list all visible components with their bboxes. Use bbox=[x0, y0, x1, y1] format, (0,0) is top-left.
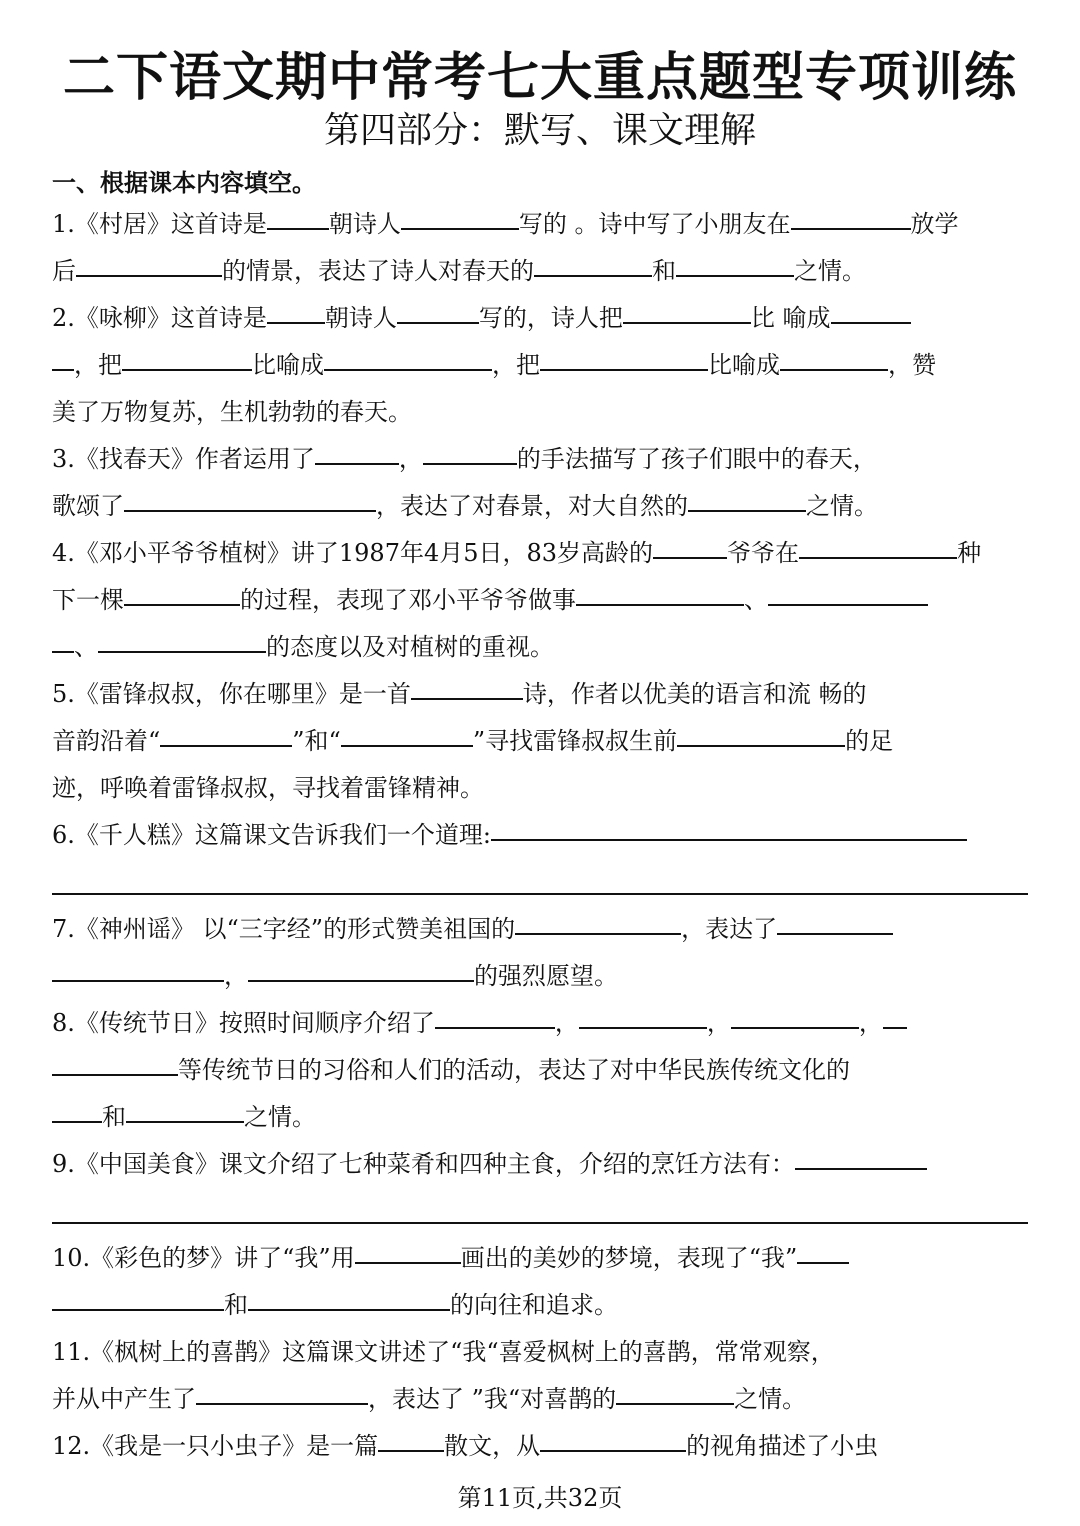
question-line bbox=[52, 1423, 1028, 1470]
answer-blank[interactable] bbox=[791, 227, 911, 230]
question-text: ，表达了对春景，对大自然的 bbox=[376, 492, 688, 520]
question-line bbox=[52, 248, 1028, 295]
question-line bbox=[52, 1282, 1028, 1329]
question-line bbox=[52, 671, 1028, 718]
answer-blank[interactable] bbox=[122, 368, 252, 371]
answer-blank[interactable] bbox=[795, 1167, 927, 1170]
page-number: 第11页,共32页 bbox=[457, 1484, 623, 1512]
answer-blank[interactable] bbox=[540, 1449, 686, 1452]
question-text: 之情。 bbox=[244, 1103, 316, 1131]
answer-line[interactable] bbox=[52, 1188, 1028, 1235]
question-text: 写的 。诗中写了小朋友在 bbox=[518, 210, 791, 238]
answer-blank[interactable] bbox=[797, 1261, 849, 1264]
question-text: 并从中产生了 bbox=[52, 1385, 196, 1413]
question-text: 1.《村居》这首诗是 bbox=[52, 210, 267, 238]
answer-blank[interactable] bbox=[52, 1308, 224, 1311]
question-text: 之情。 bbox=[806, 492, 878, 520]
question-line bbox=[52, 201, 1028, 248]
question-line bbox=[52, 389, 1028, 436]
answer-blank[interactable] bbox=[52, 893, 1028, 895]
question-text: 的强烈愿望。 bbox=[474, 962, 618, 990]
question-text: 比 喻成 bbox=[750, 304, 831, 332]
question-text: ， bbox=[224, 962, 248, 990]
question-text: 朝诗人 bbox=[328, 210, 401, 238]
answer-blank[interactable] bbox=[799, 556, 957, 559]
answer-blank[interactable] bbox=[579, 1026, 707, 1029]
question-text: 2.《咏柳》这首诗是 bbox=[52, 304, 267, 332]
section-heading: 一、根据课本内容填空。 bbox=[52, 169, 316, 197]
question-text: 之情。 bbox=[794, 257, 866, 285]
answer-blank[interactable] bbox=[515, 932, 681, 935]
question-text: 10.《彩色的梦》讲了“我”用 bbox=[52, 1244, 355, 1272]
question-line bbox=[52, 295, 1028, 342]
question-text: 的过程，表现了邓小平爷爷做事 bbox=[240, 586, 576, 614]
answer-blank[interactable] bbox=[676, 274, 794, 277]
answer-blank[interactable] bbox=[315, 462, 399, 465]
answer-blank[interactable] bbox=[653, 556, 727, 559]
answer-blank[interactable] bbox=[616, 1402, 734, 1405]
question-text: ， bbox=[554, 1009, 579, 1037]
question-line bbox=[52, 1376, 1028, 1423]
question-text: 和 bbox=[224, 1291, 248, 1319]
question-text: 放学 bbox=[910, 210, 959, 238]
answer-blank[interactable] bbox=[124, 509, 376, 512]
question-text: ，把 bbox=[74, 351, 122, 379]
question-text: 朝诗人 bbox=[324, 304, 397, 332]
question-text: 后 bbox=[52, 257, 76, 285]
question-text: ，表达了 ”我“对喜鹊的 bbox=[368, 1385, 617, 1413]
question-text: 音韵沿着“ bbox=[52, 727, 161, 755]
question-text: 写的，诗人把 bbox=[478, 304, 623, 332]
answer-blank[interactable] bbox=[267, 227, 329, 230]
answer-blank[interactable] bbox=[160, 744, 292, 747]
question-line bbox=[52, 1329, 1028, 1376]
answer-blank[interactable] bbox=[780, 368, 888, 371]
question-line bbox=[52, 577, 1028, 624]
question-text: ， bbox=[398, 445, 423, 473]
question-text: 爷爷在 bbox=[727, 539, 800, 567]
question-text: 8.《传统节日》按照时间顺序介绍了 bbox=[52, 1009, 435, 1037]
page-title: 二下语文期中常考七大重点题型专项训练 bbox=[62, 48, 1017, 108]
question-text: 9.《中国美食》课文介绍了七种菜肴和四种主食，介绍的烹饪方法有： bbox=[52, 1150, 795, 1178]
question-text: 下一棵 bbox=[52, 586, 124, 614]
question-text: 的态度以及对植树的重视。 bbox=[266, 633, 554, 661]
question-text: 等传统节日的习俗和人们的活动，表达了对中华民族传统文化的 bbox=[178, 1056, 850, 1084]
answer-line[interactable] bbox=[52, 859, 1028, 906]
question-line bbox=[52, 530, 1028, 577]
question-line bbox=[52, 906, 1028, 953]
answer-blank[interactable] bbox=[378, 1449, 444, 1452]
question-text: 11.《枫树上的喜鹊》这篇课文讲述了“我“喜爱枫树上的喜鹊，常常观察， bbox=[52, 1338, 835, 1366]
question-text: 3.《找春天》作者运用了 bbox=[52, 445, 315, 473]
answer-blank[interactable] bbox=[52, 368, 74, 371]
question-text: 的足 bbox=[845, 727, 894, 755]
answer-blank[interactable] bbox=[435, 1026, 555, 1029]
question-line bbox=[52, 718, 1028, 765]
answer-blank[interactable] bbox=[52, 1073, 178, 1076]
answer-blank[interactable] bbox=[324, 368, 492, 371]
answer-blank[interactable] bbox=[98, 650, 266, 653]
answer-blank[interactable] bbox=[491, 838, 967, 841]
answer-blank[interactable] bbox=[411, 697, 523, 700]
answer-blank[interactable] bbox=[52, 650, 74, 653]
question-text: 和 bbox=[102, 1103, 126, 1131]
answer-blank[interactable] bbox=[831, 321, 911, 324]
question-text: 散文，从 bbox=[444, 1432, 541, 1460]
answer-blank[interactable] bbox=[623, 321, 751, 324]
answer-blank[interactable] bbox=[355, 1261, 461, 1264]
answer-blank[interactable] bbox=[688, 509, 806, 512]
question-line bbox=[52, 1047, 1028, 1094]
question-text: 、 bbox=[74, 633, 98, 661]
question-text: ，赞 bbox=[888, 351, 936, 379]
question-text: 5.《雷锋叔叔，你在哪里》是一首 bbox=[52, 680, 411, 708]
answer-blank[interactable] bbox=[248, 1308, 450, 1311]
question-text: 比喻成 bbox=[252, 351, 324, 379]
question-text: 迹，呼唤着雷锋叔叔，寻找着雷锋精神。 bbox=[52, 774, 484, 802]
question-line bbox=[52, 1000, 1028, 1047]
question-text: 诗，作者以优美的语言和流 畅的 bbox=[522, 680, 867, 708]
question-text: 12.《我是一只小虫子》是一篇 bbox=[52, 1432, 379, 1460]
answer-blank[interactable] bbox=[52, 1120, 102, 1123]
question-line bbox=[52, 1094, 1028, 1141]
question-text: ”和“ bbox=[292, 727, 341, 755]
answer-blank[interactable] bbox=[248, 979, 474, 982]
question-list bbox=[52, 201, 1028, 1470]
answer-blank[interactable] bbox=[534, 274, 652, 277]
answer-blank[interactable] bbox=[576, 603, 744, 606]
answer-blank[interactable] bbox=[196, 1402, 368, 1405]
question-line bbox=[52, 1141, 1028, 1188]
question-text: 4.《邓小平爷爷植树》讲了1987年4月5日，83岁高龄的 bbox=[52, 539, 654, 567]
answer-blank[interactable] bbox=[397, 321, 479, 324]
question-text: 的视角描述了小虫 bbox=[686, 1432, 879, 1460]
page-subtitle: 第四部分：默写、课文理解 bbox=[323, 110, 756, 151]
question-text: 比喻成 bbox=[708, 351, 780, 379]
answer-blank[interactable] bbox=[124, 603, 240, 606]
answer-blank[interactable] bbox=[401, 227, 519, 230]
question-line bbox=[52, 765, 1028, 812]
answer-blank[interactable] bbox=[677, 744, 845, 747]
question-text: 种 bbox=[957, 539, 982, 567]
answer-blank[interactable] bbox=[52, 979, 224, 982]
answer-blank[interactable] bbox=[126, 1120, 244, 1123]
question-line bbox=[52, 812, 1028, 859]
question-text: ，把 bbox=[492, 351, 540, 379]
question-text: ”寻找雷锋叔叔生前 bbox=[472, 727, 678, 755]
question-text: ， bbox=[706, 1009, 731, 1037]
question-line bbox=[52, 1235, 1028, 1282]
answer-blank[interactable] bbox=[731, 1026, 859, 1029]
answer-blank[interactable] bbox=[883, 1026, 907, 1029]
question-text: 的情景，表达了诗人对春天的 bbox=[222, 257, 534, 285]
question-line bbox=[52, 953, 1028, 1000]
answer-blank[interactable] bbox=[540, 368, 708, 371]
question-text: 6.《千人糕》这篇课文告诉我们一个道理: bbox=[52, 821, 491, 849]
answer-blank[interactable] bbox=[341, 744, 473, 747]
answer-blank[interactable] bbox=[52, 1222, 1028, 1224]
question-text: 7.《神州谣》 以“三字经”的形式赞美祖国的 bbox=[52, 915, 516, 943]
answer-blank[interactable] bbox=[768, 603, 928, 606]
question-line bbox=[52, 342, 1028, 389]
question-line bbox=[52, 483, 1028, 530]
answer-blank[interactable] bbox=[423, 462, 517, 465]
question-text: 歌颂了 bbox=[52, 492, 124, 520]
answer-blank[interactable] bbox=[267, 321, 325, 324]
question-line bbox=[52, 624, 1028, 671]
question-text: ， bbox=[858, 1009, 883, 1037]
question-text: 美了万物复苏，生机勃勃的春天。 bbox=[52, 398, 412, 426]
question-text: 的向往和追求。 bbox=[450, 1291, 618, 1319]
question-text: 之情。 bbox=[734, 1385, 807, 1413]
question-text: 、 bbox=[744, 586, 768, 614]
answer-blank[interactable] bbox=[76, 274, 222, 277]
answer-blank[interactable] bbox=[777, 932, 893, 935]
question-text: 和 bbox=[652, 257, 676, 285]
question-text: 画出的美妙的梦境，表现了“我” bbox=[460, 1244, 798, 1272]
question-text: 的手法描写了孩子们眼中的春天， bbox=[516, 445, 877, 473]
question-text: ，表达了 bbox=[681, 915, 778, 943]
question-line bbox=[52, 436, 1028, 483]
